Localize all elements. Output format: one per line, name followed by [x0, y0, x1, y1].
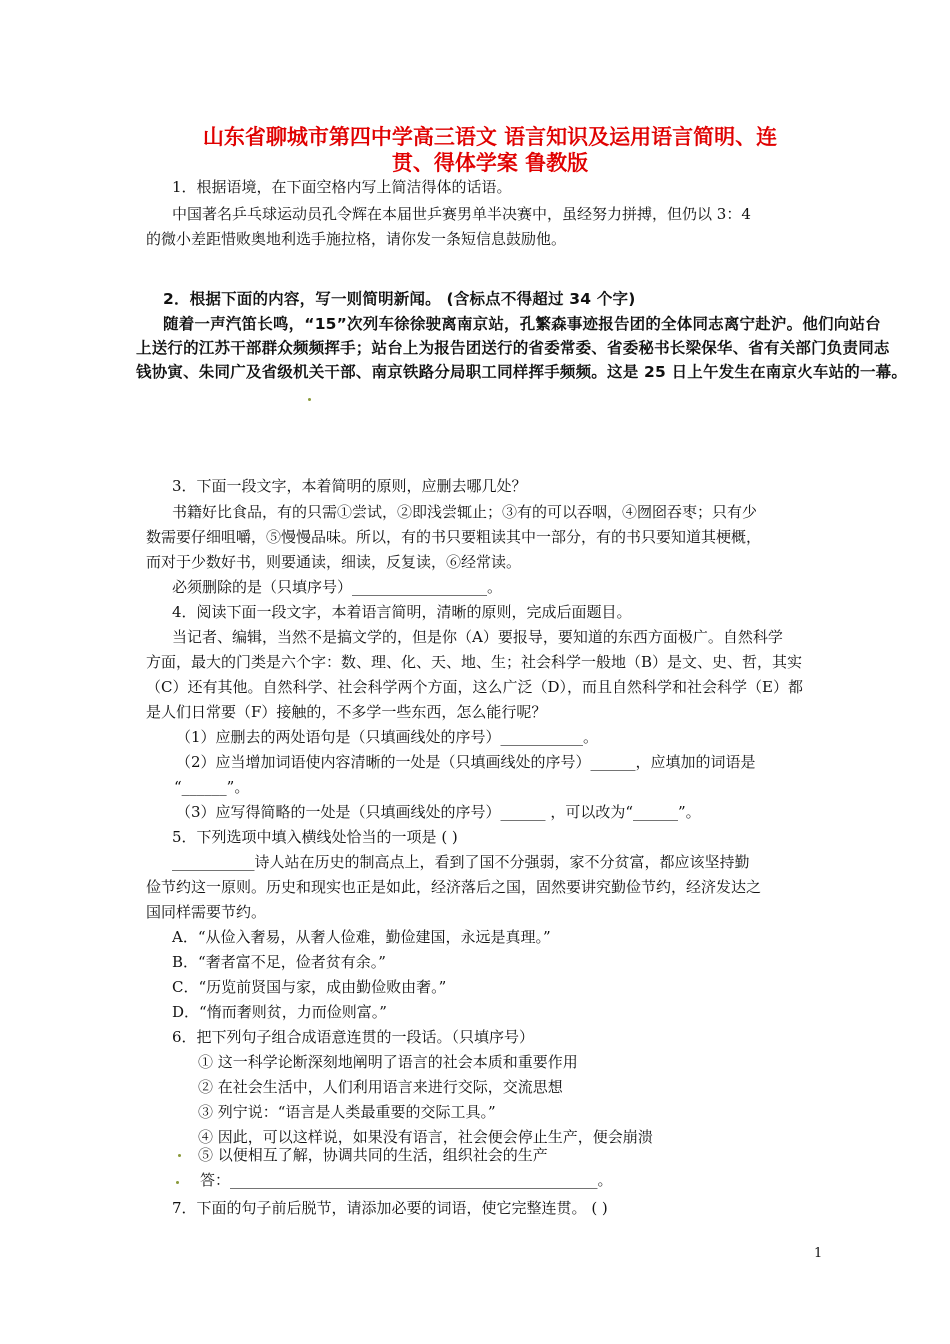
scan-speck — [178, 1154, 181, 1157]
question-3-line-1: 书籍好比食品，有的只需①尝试，②即浅尝辄止；③有的可以吞咽，④囫囵吞枣；只有少 — [172, 503, 758, 521]
question-6-answer: 答：_________________________________________________。 — [200, 1171, 613, 1189]
option-a: A．“从俭入奢易，从奢人俭难，勤俭建国，永远是真理。” — [172, 928, 551, 946]
question-2-prompt: 2．根据下面的内容，写一则简明新闻。 (含标点不得超过 34 个字) — [163, 290, 636, 308]
question-3-answer: 必须删除的是（只填序号）__________________。 — [172, 578, 503, 596]
scan-speck — [308, 398, 311, 401]
question-4-prompt: 4．阅读下面一段文字，本着语言简明，清晰的原则，完成后面题目。 — [172, 603, 632, 621]
option-d: D．“惰而奢则贫，力而俭则富。” — [172, 1003, 387, 1021]
question-1-line-1: 中国著名乒乓球运动员孔令辉在本届世乒赛男单半决赛中，虽经努力拼搏，但仍以 3：4 — [172, 205, 751, 223]
question-4-line-3: （C）还有其他。自然科学、社会科学两个方面，这么广泛（D），而且自然科学和社会科学（E）都 — [146, 678, 803, 696]
question-6-item-1: ① 这一科学论断深刻地阐明了语言的社会本质和重要作用 — [198, 1053, 578, 1071]
question-4-line-1: 当记者、编辑，当然不是搞文学的，但是你（A）要报导，要知道的东西方面极广。自然科学 — [172, 628, 783, 646]
question-5-prompt: 5．下列选项中填入横线处恰当的一项是 ( ) — [172, 828, 458, 846]
page-number: 1 — [814, 1246, 823, 1261]
question-6-item-4: ④ 因此，可以这样说，如果没有语言，社会便会停止生产，便会崩溃 — [198, 1128, 653, 1146]
question-4-sub-3: （3）应写得简略的一处是（只填画线处的序号）______ ，可以改为“______”。 — [176, 803, 701, 821]
question-5-line-1: ___________诗人站在历史的制高点上，看到了国不分强弱，家不分贫富，都应该坚持勤 — [172, 853, 750, 871]
question-4-sub-2a: （2）应当增加词语使内容清晰的一处是（只填画线处的序号）______，应填加的词语是 — [176, 753, 756, 771]
question-6-item-2: ② 在社会生活中，人们利用语言来进行交际，交流思想 — [198, 1078, 563, 1096]
question-5-line-2: 俭节约这一原则。历史和现实也正是如此，经济落后之国，固然要讲究勤俭节约，经济发达之 — [146, 878, 762, 896]
question-3-line-3: 而对于少数好书，则要通读，细读，反复读，⑥经常读。 — [146, 553, 522, 571]
question-6-item-5: ⑤ 以便相互了解，协调共同的生活，组织社会的生产 — [198, 1146, 548, 1164]
question-1-prompt: 1．根据语境，在下面空格内写上简洁得体的话语。 — [172, 178, 512, 196]
question-6-prompt: 6．把下列句子组合成语意连贯的一段话。（只填序号） — [172, 1028, 535, 1046]
option-c: C．“历览前贤国与家，成由勤俭败由奢。” — [172, 978, 447, 996]
question-6-item-3: ③ 列宁说：“语言是人类最重要的交际工具。” — [198, 1103, 496, 1121]
option-b: B．“奢者富不足，俭者贫有余。” — [172, 953, 386, 971]
question-4-line-4: 是人们日常要（F）接触的，不多学一些东西，怎么能行呢？ — [146, 703, 547, 721]
question-4-line-2: 方面，最大的门类是六个字：数、理、化、天、地、生；社会科学一般地（B）是文、史、哲，其实 — [146, 653, 803, 671]
question-2-line-3: 钱协寅、朱同广及省级机关干部、南京铁路分局职工同样挥手频频。这是 25 日上午发生在南京火车站的一幕。 — [136, 363, 908, 381]
question-5-line-3: 国同样需要节约。 — [146, 903, 267, 921]
question-7-prompt: 7．下面的句子前后脱节，请添加必要的词语，使它完整连贯。 ( ) — [172, 1199, 608, 1217]
question-2-line-1: 随着一声汽笛长鸣，“15”次列车徐徐驶离南京站，孔繁森事迹报告团的全体同志离宁赴沪。他们向站台 — [163, 315, 881, 333]
question-1-line-2: 的微小差距惜败奥地利选手施拉格，请你发一条短信息鼓励他。 — [146, 230, 567, 248]
question-4-sub-1: （1）应删去的两处语句是（只填画线处的序号）___________。 — [176, 728, 599, 746]
question-3-line-2: 数需要仔细咀嚼，⑤慢慢品味。所以，有的书只要粗读其中一部分，有的书只要知道其梗概， — [146, 528, 762, 546]
question-2-line-2: 上送行的江苏干部群众频频挥手；站台上为报告团送行的省委常委、省委秘书长梁保华、省有关部门负责同志 — [136, 339, 890, 357]
scan-speck — [176, 1181, 179, 1184]
title-line-2: 贯、得体学案 鲁教版 — [391, 150, 589, 175]
title-line-1: 山东省聊城市第四中学高三语文 语言知识及运用语言简明、连 — [202, 124, 778, 149]
question-3-prompt: 3．下面一段文字，本着简明的原则，应删去哪几处？ — [172, 477, 527, 495]
question-4-sub-2b: “______”。 — [174, 778, 250, 796]
